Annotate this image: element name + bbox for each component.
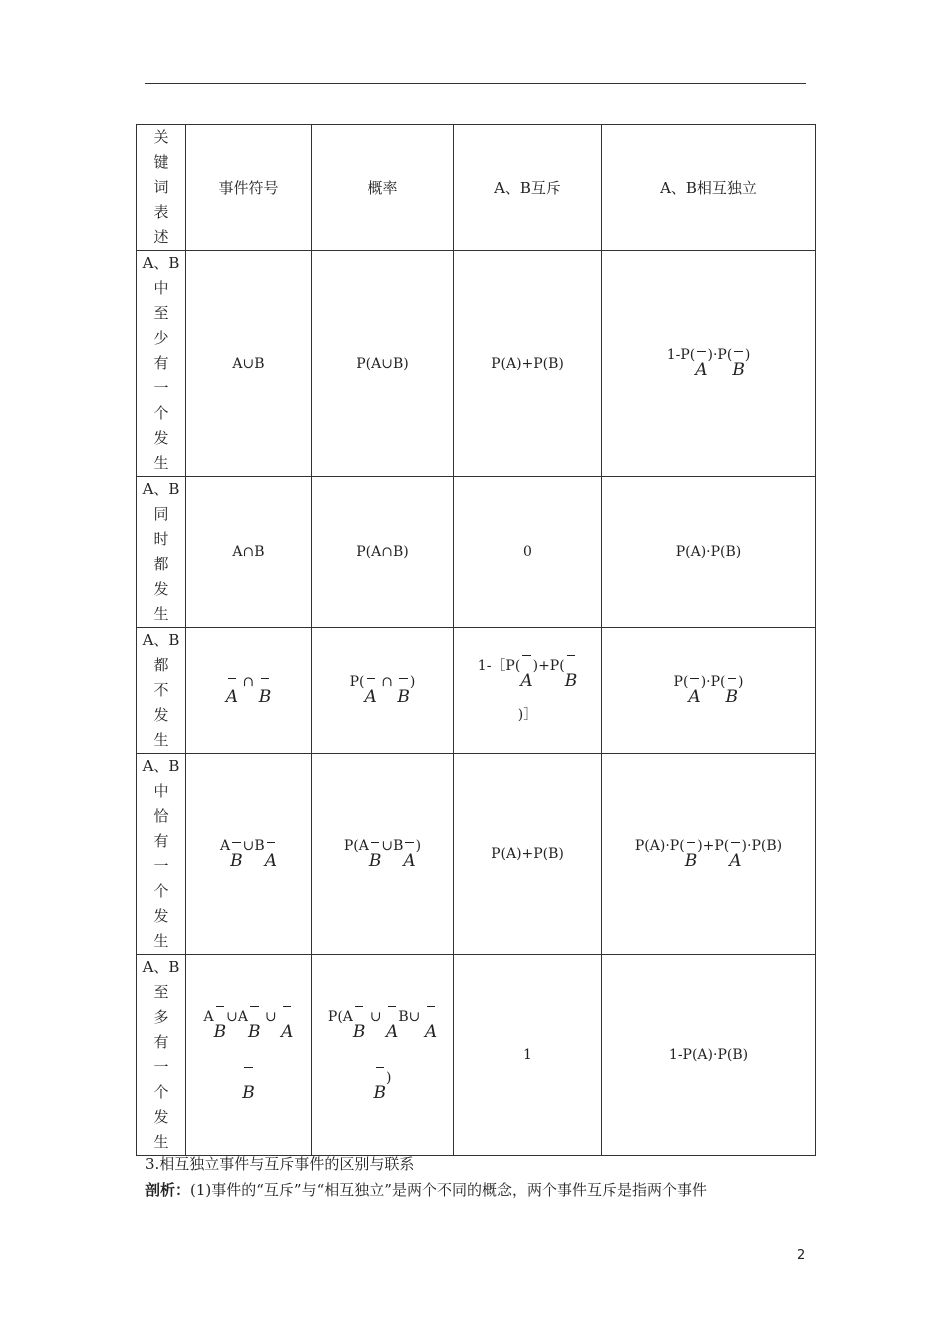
symbol-cell: AB∪AB ∪ A B bbox=[186, 955, 312, 1156]
table-row bbox=[137, 477, 816, 628]
mutex-cell: P(A)+P(B) bbox=[454, 251, 602, 477]
symbol-cell: A ∩ B bbox=[186, 628, 312, 754]
table-row bbox=[137, 251, 816, 477]
independent-cell: P(A)·P(B) bbox=[602, 477, 816, 628]
probability-cell: P(A ∩ B) bbox=[312, 628, 454, 754]
header-mutex: A、B互斥 bbox=[454, 125, 602, 251]
table-row bbox=[137, 628, 816, 754]
mutex-cell: P(A)+P(B) bbox=[454, 754, 602, 955]
independent-cell: 1-P(A)·P(B) bbox=[602, 955, 816, 1156]
mutex-cell: 1-［P(A)+P(B )］ bbox=[454, 628, 602, 754]
table-row bbox=[137, 955, 816, 1156]
keyword-cell: A、B 至 多 有 一 个 发 生 bbox=[137, 955, 186, 1156]
section-title: 3.相互独立事件与互斥事件的区别与联系 bbox=[145, 1155, 415, 1173]
analysis-label: 剖析： bbox=[145, 1181, 191, 1199]
symbol-cell: A∩B bbox=[186, 477, 312, 628]
symbol-cell: A∪B bbox=[186, 251, 312, 477]
independent-cell: P(A)·P(B)+P(A)·P(B) bbox=[602, 754, 816, 955]
header-probability: 概率 bbox=[312, 125, 454, 251]
keyword-cell: A、B 同 时 都 发 生 bbox=[137, 477, 186, 628]
header-rule bbox=[145, 83, 806, 84]
keyword-table bbox=[136, 124, 816, 1156]
probability-cell: P(AB ∪ AB∪ A B) bbox=[312, 955, 454, 1156]
table-header-row bbox=[137, 125, 816, 251]
page-number: 2 bbox=[797, 1248, 806, 1263]
probability-cell: P(A∪B) bbox=[312, 251, 454, 477]
analysis-paragraph bbox=[145, 1179, 707, 1200]
keyword-cell: A、B 中 至 少 有 一 个 发 生 bbox=[137, 251, 186, 477]
probability-cell: P(AB∪BA) bbox=[312, 754, 454, 955]
header-independent: A、B相互独立 bbox=[602, 125, 816, 251]
header-symbol: 事件符号 bbox=[186, 125, 312, 251]
header-keyword: 关 键 词 表 述 bbox=[137, 125, 186, 251]
table-row bbox=[137, 754, 816, 955]
independent-cell: 1-P(A)·P(B) bbox=[602, 251, 816, 477]
keyword-cell: A、B 都 不 发 生 bbox=[137, 628, 186, 754]
keyword-cell: A、B 中 恰 有 一 个 发 生 bbox=[137, 754, 186, 955]
independent-cell: P(A)·P(B) bbox=[602, 628, 816, 754]
mutex-cell: 0 bbox=[454, 477, 602, 628]
probability-cell: P(A∩B) bbox=[312, 477, 454, 628]
symbol-cell: AB∪BA bbox=[186, 754, 312, 955]
mutex-cell: 1 bbox=[454, 955, 602, 1156]
analysis-text: (1)事件的“互斥”与“相互独立”是两个不同的概念，两个事件互斥是指两个事件 bbox=[190, 1181, 707, 1199]
